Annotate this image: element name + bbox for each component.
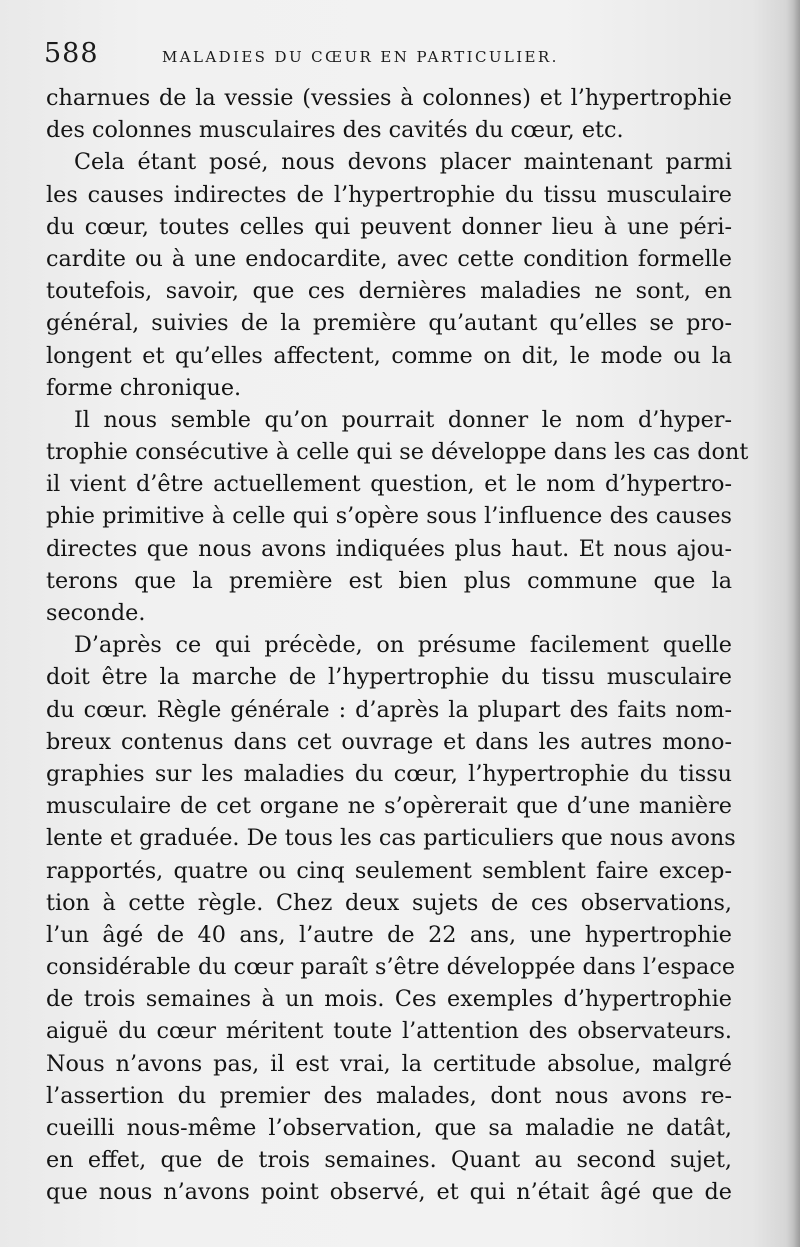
text-line: forme chronique. (46, 374, 242, 401)
text-line: phie primitive à celle qui s’opère sous l’influence des causes (46, 503, 732, 530)
text-line: il vient d’être actuellement question, et le nom d’hypertro- (46, 471, 732, 498)
text-line: doit être la marche de l’hypertrophie du tissu musculaire (46, 664, 732, 691)
text-line: D’après ce qui précède, on présume facilement quelle (74, 632, 732, 659)
text-line: aiguë du cœur méritent toute l’attention des observateurs. (46, 1018, 732, 1045)
text-line: seconde. (46, 600, 146, 626)
page-number: 588 (44, 38, 99, 69)
text-line: tion à cette règle. Chez deux sujets de ces observations, (46, 889, 732, 916)
text-line: Cela étant posé, nous devons placer maintenant parmi (74, 149, 732, 176)
text-line: graphies sur les maladies du cœur, l’hypertrophie du tissu (46, 760, 732, 787)
page-edge-shadow (786, 0, 800, 1247)
text-line: que nous n’avons point observé, et qui n’était âgé que de (46, 1179, 732, 1206)
text-line: général, suivies de la première qu’autant qu’elles se pro- (46, 310, 732, 337)
text-line: cardite ou à une endocardite, avec cette condition formelle (46, 245, 732, 272)
text-line: breux contenus dans cet ouvrage et dans les autres mono- (46, 728, 732, 755)
text-line: Il nous semble qu’on pourrait donner le nom d’hyper- (74, 406, 732, 433)
text-line: charnues de la vessie (vessies à colonnes) et l’hypertrophie (46, 85, 732, 111)
text-line: longent et qu’elles affectent, comme on dit, le mode ou la (46, 342, 732, 369)
text-line: cueilli nous-même l’observation, que sa maladie ne datât, (46, 1115, 732, 1141)
text-line: lente et graduée. De tous les cas particuliers que nous avons (46, 825, 736, 852)
text-line: l’assertion du premier des malades, dont nous avons re- (46, 1082, 732, 1109)
text-line: trophie consécutive à celle qui se développe dans les cas dont (46, 439, 749, 466)
text-line: terons que la première est bien plus commune que la (46, 567, 732, 594)
text-line: directes que nous avons indiquées plus haut. Et nous ajou- (46, 535, 732, 562)
text-line: de trois semaines à un mois. Ces exemples d’hypertrophie (46, 986, 732, 1013)
body-text (46, 82, 749, 1209)
text-line: musculaire de cet organe ne s’opèrerait que d’une manière (46, 793, 732, 820)
text-line: des colonnes musculaires des cavités du cœur, etc. (46, 117, 624, 144)
text-line: du cœur. Règle générale : d’après la plupart des faits nom- (46, 696, 732, 723)
text-line: considérable du cœur paraît s’être développée dans l’espace (46, 954, 736, 981)
text-line: les causes indirectes de l’hypertrophie du tissu musculaire (46, 181, 732, 208)
text-line: toutefois, savoir, que ces dernières maladies ne sont, en (46, 278, 732, 305)
running-title: MALADIES DU CŒUR EN PARTICULIER. (162, 48, 559, 66)
text-line: rapportés, quatre ou cinq seulement semblent faire excep- (46, 857, 732, 884)
text-line: Nous n’avons pas, il est vrai, la certitude absolue, malgré (46, 1050, 732, 1077)
text-line: l’un âgé de 40 ans, l’autre de 22 ans, une hypertrophie (46, 921, 732, 948)
page-header (44, 38, 734, 78)
text-line: en effet, que de trois semaines. Quant au second sujet, (46, 1147, 732, 1174)
text-line: du cœur, toutes celles qui peuvent donner lieu à une péri- (46, 213, 732, 240)
